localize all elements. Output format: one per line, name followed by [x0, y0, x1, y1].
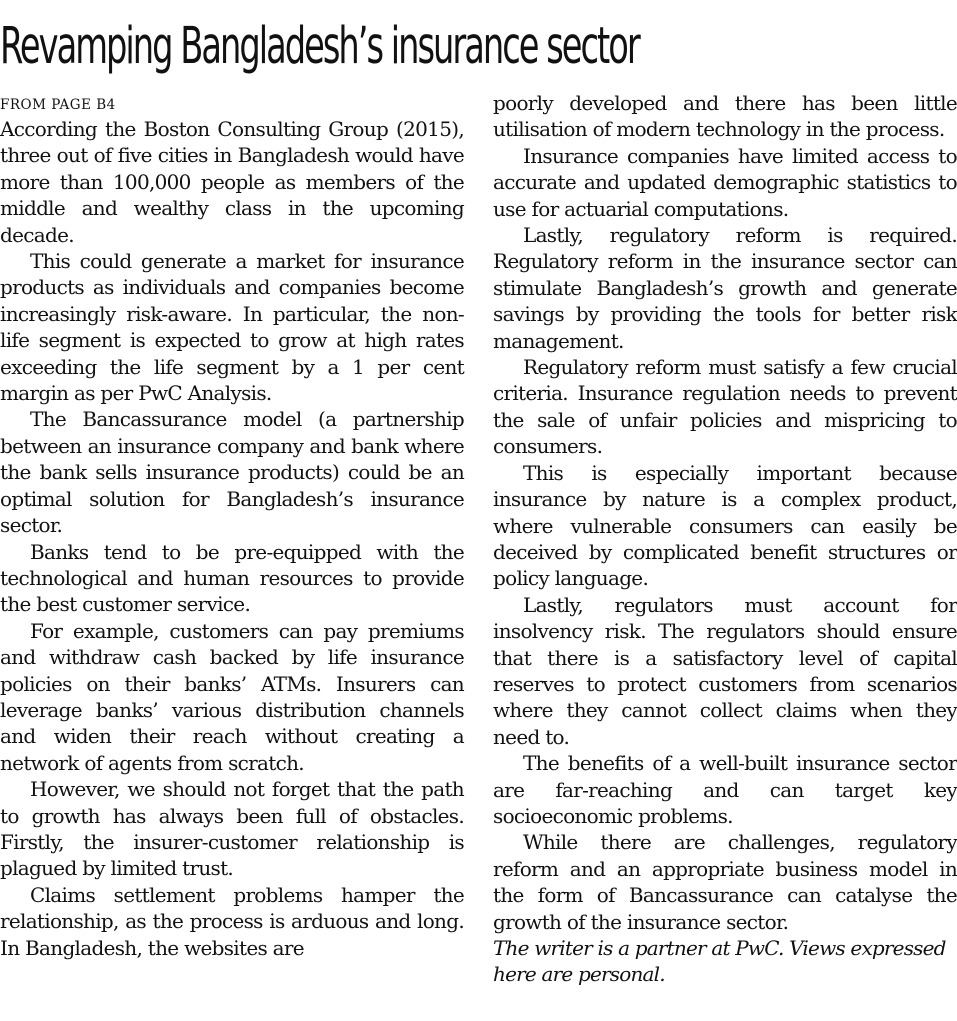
paragraph: Banks tend to be pre-equipped with the technological and human resources to provide the best customer service.: [0, 539, 464, 617]
right-column: [493, 90, 957, 988]
headline: Revamping Bangladesh’s insurance sector: [0, 17, 639, 76]
paragraph: Claims settlement problems hamper the relationship, as the process is arduous and long. In Bangladesh, the websites are: [0, 882, 464, 960]
paragraph: The Bancassurance model (a partnership between an insurance company and bank where the bank sells insurance products) could be an optimal solution for Bangladesh’s insurance sector.: [0, 407, 464, 538]
paragraph: For example, customers can pay premiums and withdraw cash backed by life insurance policies on their banks’ ATMs. Insurers can leverage banks’ various distribution channels and widen their reach without creating a network of agents from scratch.: [0, 618, 464, 775]
paragraph: poorly developed and there has been little utilisation of modern technology in the process.: [493, 91, 957, 142]
paragraph: Insurance companies have limited access to accurate and updated demographic statistics to use for actuarial computations.: [493, 143, 957, 221]
paragraph: According the Boston Consulting Group (2015), three out of five cities in Bangladesh would have more than 100,000 people as members of the middle and wealthy class in the upcoming decade.: [0, 117, 464, 247]
paragraph: Lastly, regulators must account for insolvency risk. The regulators should ensure that there is a satisfactory level of capital reserves to protect customers from scenarios where they cannot collect claims when they need to.: [493, 592, 957, 749]
paragraph: The benefits of a well-built insurance sector are far-reaching and can target key socioeconomic problems.: [493, 751, 957, 828]
paragraph: This could generate a market for insurance products as individuals and companies become increasingly risk-aware. In particular, the non-life segment is expected to grow at high rates exceeding the life segment by a 1 per cent margin as per PwC Analysis.: [0, 249, 464, 406]
paragraph: This is especially important because insurance by nature is a complex product, where vulnerable consumers can easily be deceived by complicated benefit structures or policy language.: [493, 460, 957, 591]
paragraph: However, we should not forget that the path to growth has always been full of obstacles. Firstly, the insurer-customer relationship is plagued by limited trust.: [0, 777, 464, 881]
left-column: [0, 90, 464, 961]
author-byline: The writer is a partner at PwC. Views expressed here are personal.: [493, 936, 946, 987]
paragraph: While there are challenges, regulatory reform and an appropriate business model in the form of Bancassurance can catalyse the growth of the insurance sector.: [493, 830, 957, 934]
continuation-kicker: FROM PAGE B4: [0, 97, 116, 113]
paragraph: Regulatory reform must satisfy a few crucial criteria. Insurance regulation needs to prevent the sale of unfair policies and mispricing to consumers.: [493, 355, 957, 459]
paragraph: Lastly, regulatory reform is required. Regulatory reform in the insurance sector can stimulate Bangladesh’s growth and generate savings by providing the tools for better risk management.: [493, 223, 957, 353]
